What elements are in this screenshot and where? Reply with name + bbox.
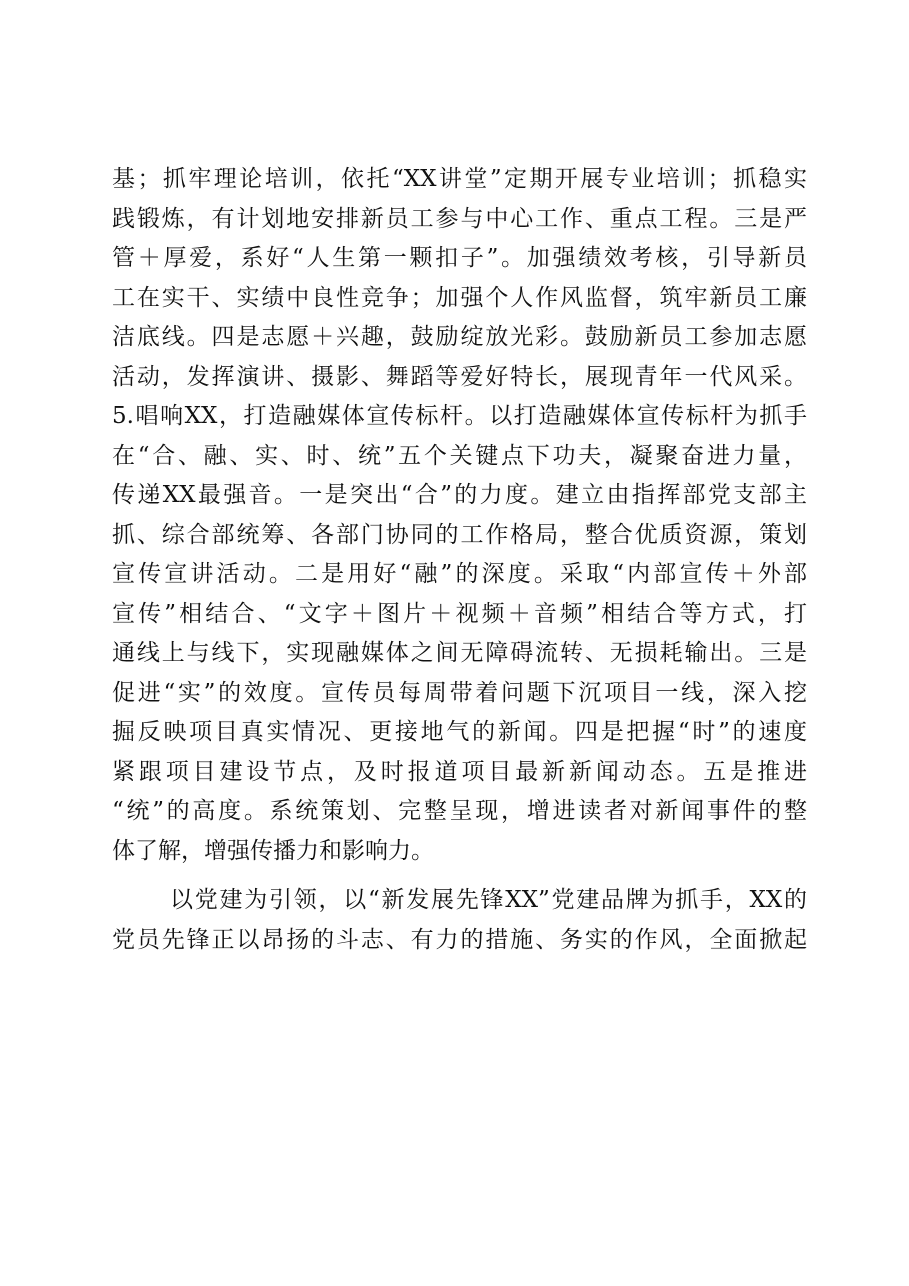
paragraph-gap [112, 871, 807, 881]
paragraph-2 [112, 881, 807, 960]
text-line: 活动，发挥演讲、摄影、舞蹈等爱好特长，展现青年一代风采。 [112, 363, 807, 390]
text-line: 洁底线。四是志愿＋兴趣，鼓励绽放光彩。鼓励新员工参加志愿 [112, 324, 807, 350]
text-line: 5.唱响XX，打造融媒体宣传标杆。以打造融媒体宣传标杆为抓手 [112, 403, 807, 429]
text-line: 宣传宣讲活动。二是用好“融”的深度。采取“内部宣传＋外部 [112, 561, 807, 587]
text-line: 紧跟项目建设节点，及时报道项目最新新闻动态。五是推进 [112, 758, 807, 785]
text-line: “统”的高度。系统策划、完整呈现，增进读者对新闻事件的整 [112, 798, 807, 824]
body-text [112, 160, 807, 960]
text-line: 以党建为引领，以“新发展先锋XX”党建品牌为抓手，XX的 [170, 887, 807, 913]
text-line: 传递XX最强音。一是突出“合”的力度。建立由指挥部党支部主 [112, 482, 807, 508]
text-line: 在“合、融、实、时、统”五个关键点下功夫，凝聚奋进力量， [112, 442, 807, 469]
text-line: 工在实干、实绩中良性竞争；加强个人作风监督，筑牢新员工廉 [112, 284, 807, 311]
text-line: 抓、综合部统筹、各部门协同的工作格局，整合优质资源，策划 [112, 521, 807, 548]
text-line: 掘反映项目真实情况、更接地气的新闻。四是把握“时”的速度 [112, 719, 807, 745]
text-line: 基；抓牢理论培训，依托“XX讲堂”定期开展专业培训；抓稳实 [112, 166, 807, 192]
text-line: 促进“实”的效度。宣传员每周带着问题下沉项目一线，深入挖 [112, 679, 807, 706]
text-line: 宣传”相结合、“文字＋图片＋视频＋音频”相结合等方式，打 [112, 600, 807, 627]
text-line: 党员先锋正以昂扬的斗志、有力的措施、务实的作风，全面掀起 [112, 926, 807, 953]
paragraph-1 [112, 160, 807, 871]
text-line: 践锻炼，有计划地安排新员工参与中心工作、重点工程。三是严 [112, 205, 807, 232]
text-line: 体了解，增强传播力和影响力。 [112, 837, 434, 864]
text-line: 通线上与线下，实现融媒体之间无障碍流转、无损耗输出。三是 [112, 640, 807, 666]
text-line: 管＋厚爱，系好“人生第一颗扣子”。加强绩效考核，引导新员 [112, 245, 807, 271]
